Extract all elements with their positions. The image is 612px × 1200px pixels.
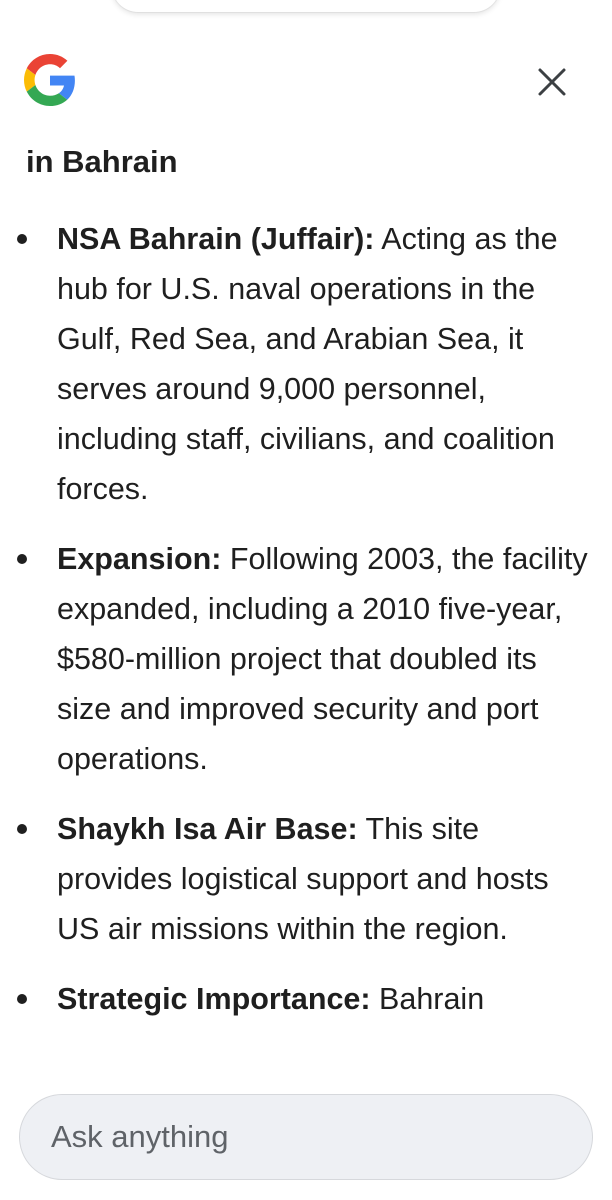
bullet-text: This site provides logistical support and hosts US air missions within the region.: [57, 812, 549, 946]
close-button[interactable]: [528, 58, 576, 106]
top-search-pill[interactable]: [112, 0, 500, 12]
bullet-list: [0, 214, 612, 1084]
google-g-icon: [24, 54, 76, 106]
bullet-item-shaykh-isa-air-base: [0, 804, 612, 954]
ask-bar[interactable]: [19, 1094, 593, 1180]
bullet-item-expansion: [0, 534, 612, 784]
close-icon: [537, 67, 567, 97]
bullet-text: Following 2003, the facility expanded, including a 2010 five-year, $580-million project that doubled its size and improved security and port operations.: [57, 542, 588, 776]
section-heading: in Bahrain: [26, 144, 178, 179]
bullet-text: Bahrain: [370, 982, 485, 1016]
bullet-title: Strategic Importance:: [57, 982, 371, 1016]
bullet-title: NSA Bahrain (Juffair):: [57, 222, 375, 256]
bullet-title: Shaykh Isa Air Base:: [57, 812, 358, 846]
ask-input[interactable]: [51, 1119, 551, 1155]
bullet-text: Acting as the hub for U.S. naval operations in the Gulf, Red Sea, and Arabian Sea, it serves around 9,000 personnel, including staff, civilians, and coalition forces.: [57, 222, 558, 506]
content-fade: [0, 1064, 612, 1094]
bullet-item-strategic-importance: [0, 974, 612, 1024]
bullet-item-nsa-bahrain: [0, 214, 612, 514]
bullet-title: Expansion:: [57, 542, 222, 576]
